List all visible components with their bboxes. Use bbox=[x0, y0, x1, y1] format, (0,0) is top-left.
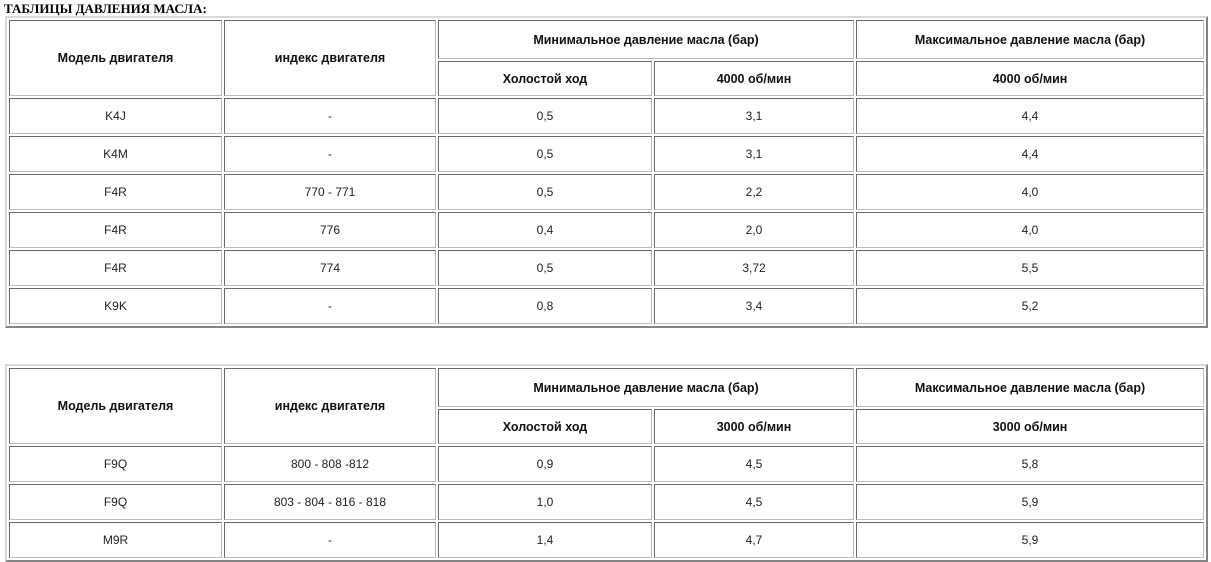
header-max-pressure: Максимальное давление масла (бар) bbox=[856, 368, 1204, 407]
cell-max-rpm-pressure: 4,4 bbox=[856, 136, 1204, 172]
table-row bbox=[9, 98, 1204, 134]
cell-engine-index: 770 - 771 bbox=[224, 174, 436, 210]
cell-engine-index: - bbox=[224, 98, 436, 134]
header-engine-model: Модель двигателя bbox=[9, 368, 222, 444]
page-title: ТАБЛИЦЫ ДАВЛЕНИЯ МАСЛА: bbox=[4, 1, 207, 16]
cell-engine-model: F4R bbox=[9, 250, 222, 286]
cell-min-rpm-pressure: 3,4 bbox=[654, 288, 854, 324]
cell-engine-model: F9Q bbox=[9, 446, 222, 482]
header-max-rpm: 3000 об/мин bbox=[856, 409, 1204, 444]
cell-engine-index: - bbox=[224, 136, 436, 172]
header-max-rpm: 4000 об/мин bbox=[856, 61, 1204, 96]
cell-max-rpm-pressure: 4,4 bbox=[856, 98, 1204, 134]
cell-engine-model: F9Q bbox=[9, 484, 222, 520]
cell-engine-model: F4R bbox=[9, 212, 222, 248]
cell-engine-index: 803 - 804 - 816 - 818 bbox=[224, 484, 436, 520]
cell-idle-pressure: 0,9 bbox=[438, 446, 652, 482]
cell-idle-pressure: 0,5 bbox=[438, 174, 652, 210]
cell-engine-model: K9K bbox=[9, 288, 222, 324]
table-2-body bbox=[9, 368, 1204, 558]
table-row bbox=[9, 136, 1204, 172]
cell-idle-pressure: 0,4 bbox=[438, 212, 652, 248]
table-row bbox=[9, 174, 1204, 210]
table-row bbox=[9, 522, 1204, 558]
cell-engine-model: K4M bbox=[9, 136, 222, 172]
cell-max-rpm-pressure: 5,9 bbox=[856, 522, 1204, 558]
cell-engine-index: 800 - 808 -812 bbox=[224, 446, 436, 482]
table-row bbox=[9, 446, 1204, 482]
header-min-rpm: 4000 об/мин bbox=[654, 61, 854, 96]
header-max-pressure: Максимальное давление масла (бар) bbox=[856, 20, 1204, 59]
cell-min-rpm-pressure: 2,0 bbox=[654, 212, 854, 248]
cell-max-rpm-pressure: 5,8 bbox=[856, 446, 1204, 482]
cell-idle-pressure: 1,4 bbox=[438, 522, 652, 558]
cell-min-rpm-pressure: 4,7 bbox=[654, 522, 854, 558]
table-row bbox=[9, 212, 1204, 248]
cell-engine-index: - bbox=[224, 288, 436, 324]
cell-max-rpm-pressure: 4,0 bbox=[856, 174, 1204, 210]
cell-max-rpm-pressure: 4,0 bbox=[856, 212, 1204, 248]
table-row bbox=[9, 484, 1204, 520]
oil-pressure-table-1 bbox=[5, 16, 1208, 328]
cell-idle-pressure: 0,8 bbox=[438, 288, 652, 324]
header-min-pressure: Минимальное давление масла (бар) bbox=[438, 368, 854, 407]
cell-idle-pressure: 0,5 bbox=[438, 250, 652, 286]
cell-max-rpm-pressure: 5,5 bbox=[856, 250, 1204, 286]
cell-max-rpm-pressure: 5,9 bbox=[856, 484, 1204, 520]
cell-min-rpm-pressure: 2,2 bbox=[654, 174, 854, 210]
cell-idle-pressure: 0,5 bbox=[438, 136, 652, 172]
cell-min-rpm-pressure: 4,5 bbox=[654, 484, 854, 520]
cell-engine-model: K4J bbox=[9, 98, 222, 134]
cell-idle-pressure: 0,5 bbox=[438, 98, 652, 134]
cell-max-rpm-pressure: 5,2 bbox=[856, 288, 1204, 324]
header-min-rpm: 3000 об/мин bbox=[654, 409, 854, 444]
header-engine-model: Модель двигателя bbox=[9, 20, 222, 96]
header-idle: Холостой ход bbox=[438, 61, 652, 96]
cell-idle-pressure: 1,0 bbox=[438, 484, 652, 520]
table-1-body bbox=[9, 20, 1204, 324]
header-idle: Холостой ход bbox=[438, 409, 652, 444]
header-min-pressure: Минимальное давление масла (бар) bbox=[438, 20, 854, 59]
cell-engine-index: - bbox=[224, 522, 436, 558]
header-engine-index: индекс двигателя bbox=[224, 368, 436, 444]
cell-engine-model: M9R bbox=[9, 522, 222, 558]
cell-min-rpm-pressure: 3,72 bbox=[654, 250, 854, 286]
cell-min-rpm-pressure: 3,1 bbox=[654, 98, 854, 134]
cell-engine-index: 774 bbox=[224, 250, 436, 286]
table-row bbox=[9, 288, 1204, 324]
cell-engine-index: 776 bbox=[224, 212, 436, 248]
oil-pressure-table-2 bbox=[5, 364, 1208, 562]
table-row bbox=[9, 250, 1204, 286]
cell-engine-model: F4R bbox=[9, 174, 222, 210]
cell-min-rpm-pressure: 4,5 bbox=[654, 446, 854, 482]
cell-min-rpm-pressure: 3,1 bbox=[654, 136, 854, 172]
header-engine-index: индекс двигателя bbox=[224, 20, 436, 96]
